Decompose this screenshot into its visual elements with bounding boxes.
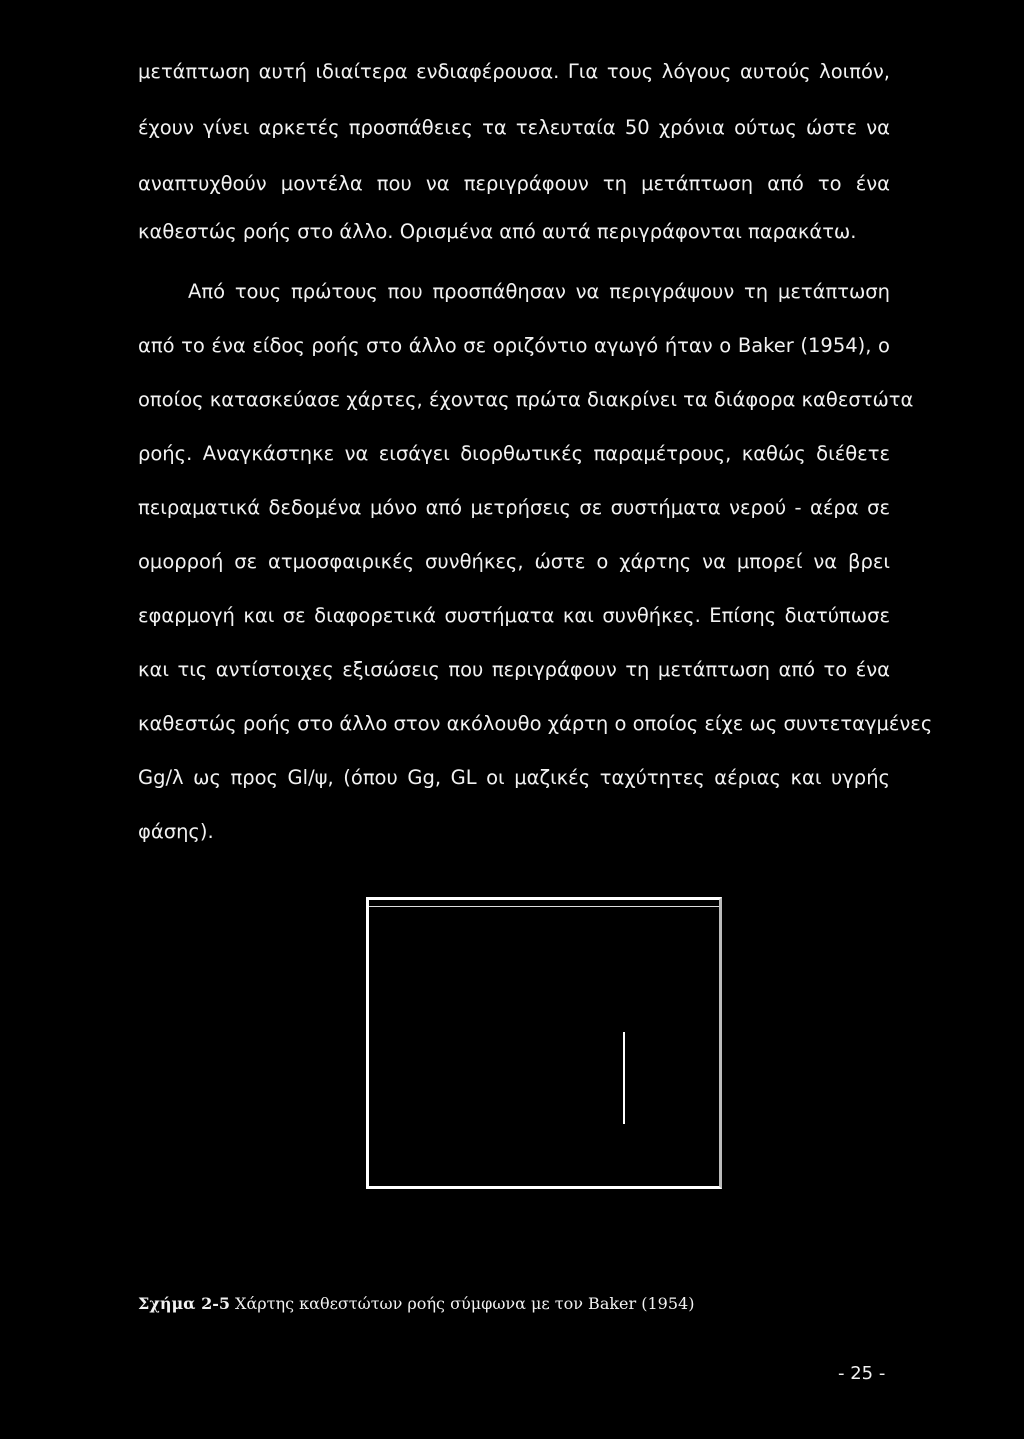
text-line: πειραματικά δεδομένα μόνο από μετρήσεις σε συστήματα νερού - αέρα σε	[138, 496, 890, 519]
figure-vertical-mark	[623, 1032, 625, 1124]
figure-caption	[138, 1294, 694, 1313]
text-line: Gg/λ ως προς Gl/ψ, (όπου Gg, GL οι μαζικές ταχύτητες αέριας και υγρής	[138, 766, 890, 789]
figure-caption-label: Σχήμα 2-5	[138, 1294, 230, 1313]
figure-caption-text: Χάρτης καθεστώτων ροής σύμφωνα με τον Baker (1954)	[229, 1294, 695, 1313]
figure-frame	[366, 897, 722, 1189]
text-line: καθεστώς ροής στο άλλο. Ορισμένα από αυτά περιγράφονται παρακάτω.	[138, 220, 857, 243]
text-line: φάσης).	[138, 820, 214, 843]
text-line: μετάπτωση αυτή ιδιαίτερα ενδιαφέρουσα. Για τους λόγους αυτούς λοιπόν,	[138, 60, 890, 83]
text-line: από το ένα είδος ροής στο άλλο σε οριζόντιο αγωγό ήταν ο Baker (1954), ο	[138, 334, 890, 357]
text-line: οποίος κατασκεύασε χάρτες, έχοντας πρώτα διακρίνει τα διάφορα καθεστώτα	[138, 388, 914, 411]
text-line: Από τους πρώτους που προσπάθησαν να περιγράψουν τη μετάπτωση	[188, 280, 890, 303]
text-line: έχουν γίνει αρκετές προσπάθειες τα τελευταία 50 χρόνια ούτως ώστε να	[138, 116, 890, 139]
text-line: και τις αντίστοιχες εξισώσεις που περιγράφουν τη μετάπτωση από το ένα	[138, 658, 890, 681]
text-line: εφαρμογή και σε διαφορετικά συστήματα και συνθήκες. Επίσης διατύπωσε	[138, 604, 890, 627]
text-line: καθεστώς ροής στο άλλο στον ακόλουθο χάρτη ο οποίος είχε ως συντεταγμένες	[138, 712, 933, 735]
text-line: ροής. Αναγκάστηκε να εισάγει διορθωτικές παραμέτρους, καθώς διέθετε	[138, 442, 890, 465]
text-line: αναπτυχθούν μοντέλα που να περιγράφουν τη μετάπτωση από το ένα	[138, 172, 890, 195]
figure-inner-border	[369, 906, 719, 907]
text-line: ομορροή σε ατμοσφαιρικές συνθήκες, ώστε ο χάρτης να μπορεί να βρει	[138, 550, 890, 573]
page-number: - 25 -	[838, 1363, 886, 1384]
